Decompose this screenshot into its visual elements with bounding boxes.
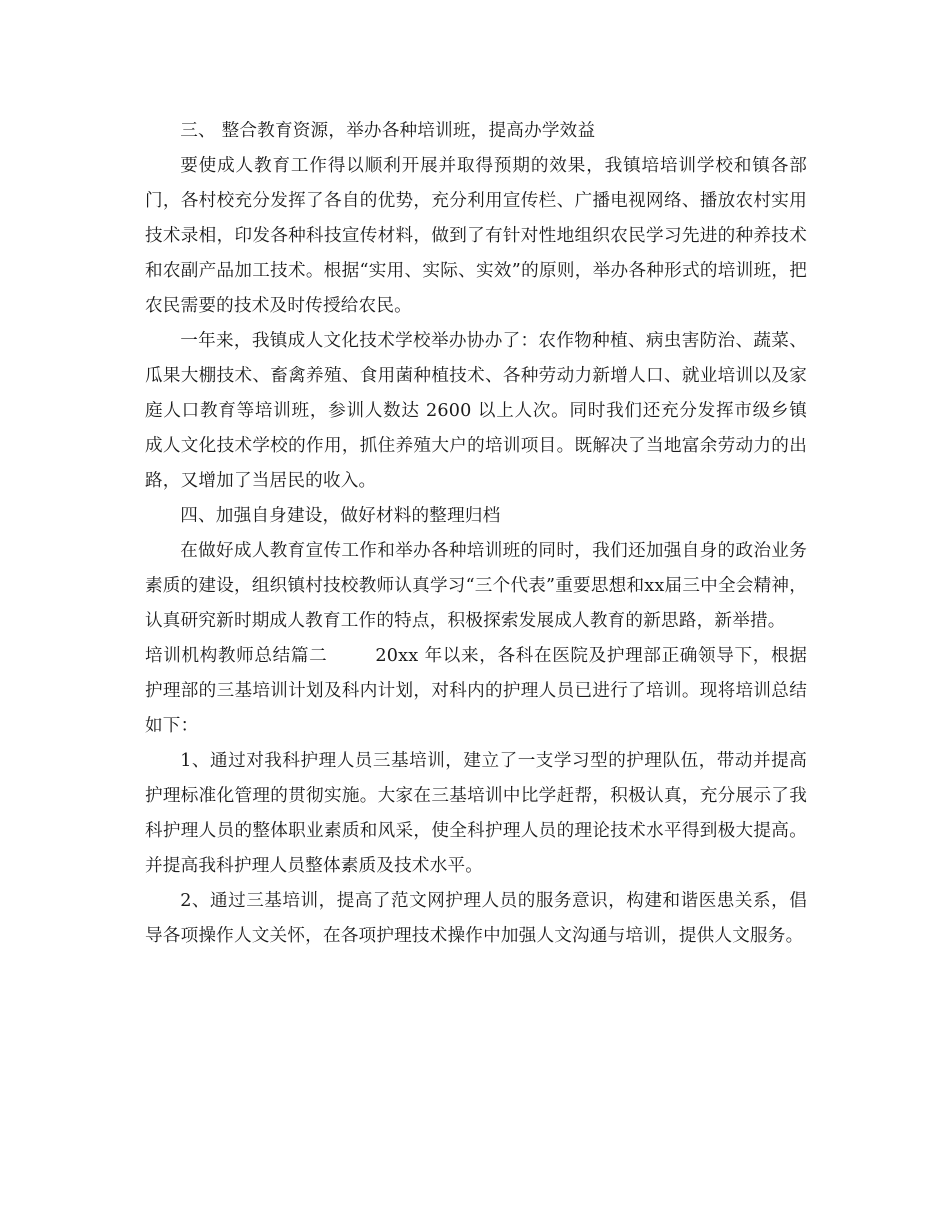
item-2-paragraph: 2、通过三基培训，提高了范文网护理人员的服务意识，构建和谐医患关系，倡导各项操作人文关怀，在各项护理技术操作中加强人文沟通与培训，提供人文服务。 bbox=[145, 891, 807, 946]
article-2-intro: 20xx 年以来，各科在医院及护理部正确领导下，根据护理部的三基培训计划及科内计划，对科内的护理人员已进行了培训。现将培训总结如下： bbox=[145, 646, 807, 736]
section-4-heading: 四、加强自身建设，做好材料的整理归档 bbox=[180, 506, 501, 526]
article-2-paragraph bbox=[145, 639, 807, 744]
section-3-paragraph-2: 一年来，我镇成人文化技术学校举办协办了：农作物种植、病虫害防治、蔬菜、瓜果大棚技术、畜禽养殖、食用菌种植技术、各种劳动力新增人口、就业培训以及家庭人口教育等培训班，参训人数达 2600 以上人次。同时我们还充分发挥市级乡镇成人文化技术学校的作用，抓住养殖大户的培训项目。既解决了当地富余劳动力的出路，又增加了当居民的收入。 bbox=[145, 331, 807, 491]
section-4-paragraph-1: 在做好成人教育宣传工作和举办各种培训班的同时，我们还加强自身的政治业务素质的建设，组织镇村技校教师认真学习“三个代表”重要思想和xx届三中全会精神，认真研究新时期成人教育工作的特点，积极探索发展成人教育的新思路，新举措。 bbox=[145, 541, 807, 631]
document-body bbox=[145, 114, 807, 954]
section-3-paragraph-1: 要使成人教育工作得以顺利开展并取得预期的效果，我镇培培训学校和镇各部门，各村校充分发挥了各自的优势，充分利用宣传栏、广播电视网络、播放农村实用技术录相，印发各种科技宣传材料，做到了有针对性地组织农民学习先进的种养技术和农副产品加工技术。根据“实用、实际、实效”的原则，举办各种形式的培训班，把农民需要的技术及时传授给农民。 bbox=[145, 156, 807, 316]
section-3-heading: 三、 整合教育资源，举办各种培训班，提高办学效益 bbox=[180, 121, 596, 141]
article-2-title: 培训机构教师总结篇二 bbox=[145, 646, 328, 666]
item-1-paragraph: 1、通过对我科护理人员三基培训，建立了一支学习型的护理队伍，带动并提高护理标准化管理的贯彻实施。大家在三基培训中比学赶帮，积极认真，充分展示了我科护理人员的整体职业素质和风采，使全科护理人员的理论技术水平得到极大提高。并提高我科护理人员整体素质及技术水平。 bbox=[145, 751, 807, 876]
